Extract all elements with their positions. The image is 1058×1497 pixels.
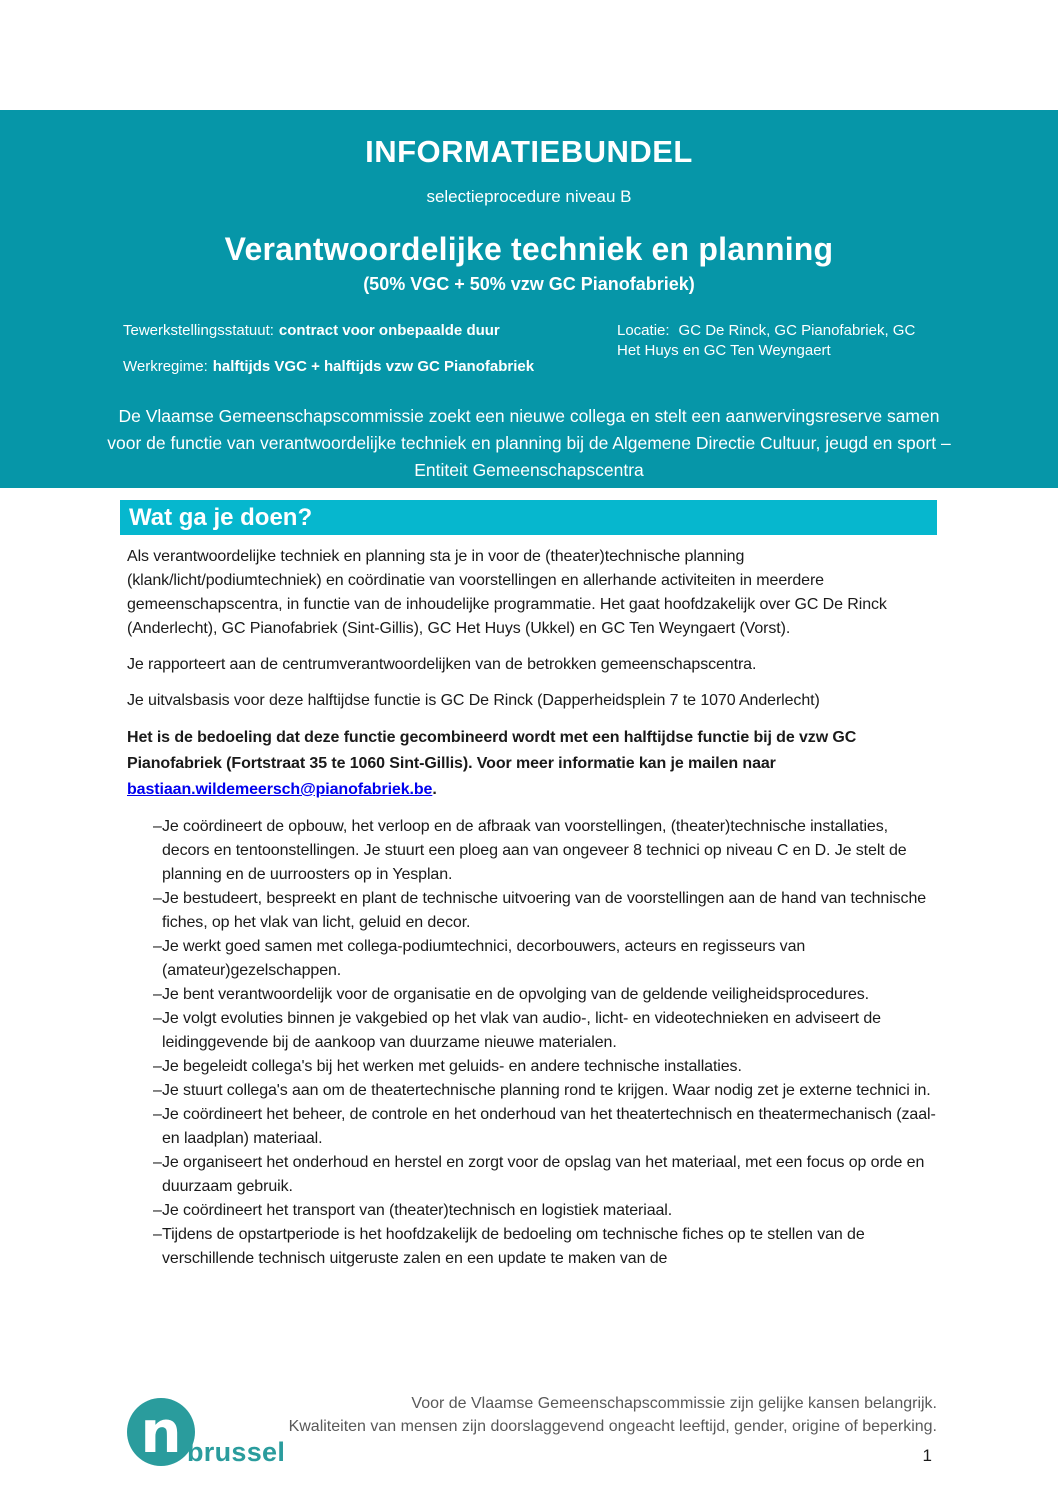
paragraph-base-location: Je uitvalsbasis voor deze halftijdse functie is GC De Rinck (Dapperheidsplein 7 te 1070 Anderlecht) xyxy=(127,692,820,709)
list-item: – Je bent verantwoordelijk voor de organisatie en de opvolging van de geldende veiligheidsprocedures. xyxy=(127,983,939,1007)
footer-line-1: Voor de Vlaamse Gemeenschapscommissie zijn gelijke kansen belangrijk. xyxy=(411,1395,937,1412)
meta-left-column xyxy=(123,321,534,393)
bullet-dash: – xyxy=(153,1058,162,1075)
work-regime-line xyxy=(123,357,534,377)
employment-statute-line xyxy=(123,321,534,341)
location-line xyxy=(617,321,935,393)
combined-function-period: . xyxy=(432,781,437,798)
combined-function-text: Het is de bedoeling dat deze functie gecombineerd wordt met een halftijdse functie bij de vzw GC Pianofabriek (Fortstraat 35 te 1060 Sint-Gillis). Voor meer informatie kan je mailen naar xyxy=(127,729,857,772)
location-value: GC De Rinck, GC Pianofabriek, GC Het Huys en GC Ten Weyngaert xyxy=(617,322,916,359)
list-item: – Je coördineert het beheer, de controle en het onderhoud van het theatertechnisch en theatermechanisch (zaal- en laadplan) materiaal. xyxy=(127,1103,939,1151)
page-number: 1 xyxy=(922,1446,932,1465)
regime-label: Werkregime: xyxy=(123,358,208,375)
bullet-dash: – xyxy=(153,986,162,1003)
bullet-dash: – xyxy=(153,1106,162,1123)
intro-paragraph: De Vlaamse Gemeenschapscommissie zoekt een nieuwe collega en stelt een aanwervingsreserve samen voor de functie van verantwoordelijke techniek en planning bij de Algemene Directie Cultuur, jeugd en sport – Entiteit Gemeenschapscentra xyxy=(107,406,951,480)
email-link[interactable]: bastiaan.wildemeersch@pianofabriek.be xyxy=(127,781,433,798)
statute-value: contract voor onbepaalde duur xyxy=(278,322,500,339)
list-item: – Je bestudeert, bespreekt en plant de technische uitvoering van de voorstellingen aan de hand van technische fiches, op het vlak van licht, geluid en decor. xyxy=(127,887,939,935)
section-heading: Wat ga je doen? xyxy=(129,504,313,531)
body-content xyxy=(127,545,939,1271)
list-item: – Je werkt goed samen met collega-podiumtechnici, decorbouwers, acteurs en regisseurs van (amateur)gezelschappen. xyxy=(127,935,939,983)
location-label: Locatie: xyxy=(617,322,670,339)
logo-letter-n: n xyxy=(140,1398,182,1466)
document-subtitle: selectieprocedure niveau B xyxy=(426,187,632,206)
bullet-dash: – xyxy=(153,1010,162,1027)
logo-wordmark: brussel xyxy=(187,1437,286,1467)
list-item: – Je coördineert de opbouw, het verloop en de afbraak van voorstellingen, (theater)technische installaties, decors en tentoonstellingen. Je stuurt een ploeg aan van ongeveer 8 technici op niveau C en D. Je stelt de planning en de uurroosters op in Yesplan. xyxy=(127,815,939,887)
meta-section xyxy=(0,321,1058,393)
list-item: – Je begeleidt collega's bij het werken met geluids- en andere technische installaties. xyxy=(127,1055,939,1079)
paragraph-combined-function xyxy=(127,725,939,803)
list-item: – Tijdens de opstartperiode is het hoofdzakelijk de bedoeling om technische fiches op te stellen van de verschillende technisch uitgeruste zalen en een update te maken van de xyxy=(127,1223,939,1271)
job-title: Verantwoordelijke techniek en planning xyxy=(224,231,834,267)
job-subtitle: (50% VGC + 50% vzw GC Pianofabriek) xyxy=(363,274,695,294)
bullet-dash: – xyxy=(153,1082,162,1099)
footer-disclaimer xyxy=(217,1392,937,1438)
bullet-dash: – xyxy=(153,818,162,835)
statute-label: Tewerkstellingsstatuut: xyxy=(123,322,274,339)
list-item: – Je coördineert het transport van (theater)technisch en logistiek materiaal. xyxy=(127,1199,939,1223)
paragraph-reporting: Je rapporteert aan de centrumverantwoordelijken van de betrokken gemeenschapscentra. xyxy=(127,656,757,673)
bullet-dash: – xyxy=(153,890,162,907)
paragraph-role-summary: Als verantwoordelijke techniek en planning sta je in voor de (theater)technische planning (klank/licht/podiumtechniek) en coördinatie van voorstellingen en allerhande activiteiten in meerdere gemeenschapscentra, in functie van de inhoudelijke programmatie. Het gaat hoofdzakelijk over GC De Rinck (Anderlecht), GC Pianofabriek (Sint-Gillis), GC Het Huys (Ukkel) en GC Ten Weyngaert (Vorst). xyxy=(127,548,887,637)
duties-list xyxy=(127,815,939,1271)
bullet-dash: – xyxy=(153,938,162,955)
section-heading-bar xyxy=(120,500,937,535)
bullet-dash: – xyxy=(153,1202,162,1219)
list-item: – Je stuurt collega's aan om de theatertechnische planning rond te krijgen. Waar nodig zet je externe technici in. xyxy=(127,1079,939,1103)
bullet-dash: – xyxy=(153,1226,162,1243)
header-band xyxy=(0,110,1058,488)
footer-line-2: Kwaliteiten van mensen zijn doorslaggevend ongeacht leeftijd, gender, origine of beperking. xyxy=(288,1418,937,1435)
list-item: – Je organiseert het onderhoud en herstel en zorgt voor de opslag van het materiaal, met een focus op orde en duurzaam gebruik. xyxy=(127,1151,939,1199)
document-title: INFORMATIEBUNDEL xyxy=(365,134,693,169)
bullet-dash: – xyxy=(153,1154,162,1171)
regime-value: halftijds VGC + halftijds vzw GC Pianofabriek xyxy=(212,358,535,375)
list-item: – Je volgt evoluties binnen je vakgebied op het vlak van audio-, licht- en videotechnieken en adviseert de leidinggevende bij de aankoop van duurzame nieuwe materialen. xyxy=(127,1007,939,1055)
